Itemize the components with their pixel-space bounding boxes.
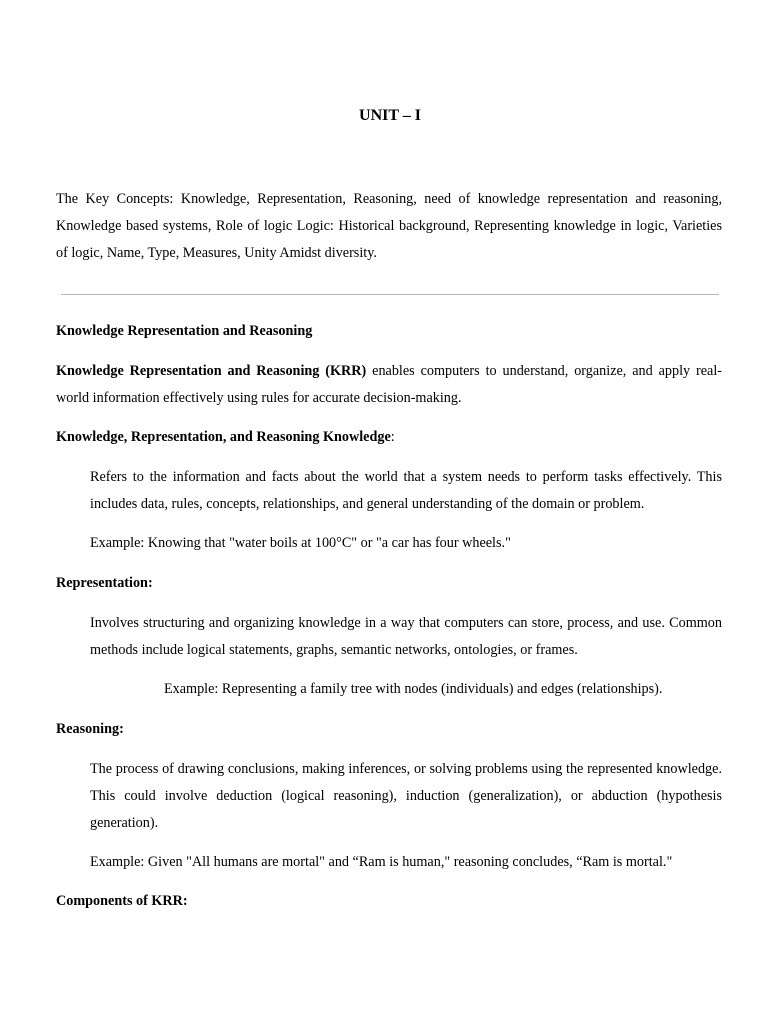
knowledge-body: Refers to the information and facts about the world that a system needs to perform tasks effectively. This includes data, rules, concepts, relationships, and general understanding of the domain or problem. — [90, 469, 722, 512]
representation-body: Involves structuring and organizing knowledge in a way that computers can store, process, and use. Common methods include logical statements, graphs, semantic networks, ontologies, or frames. — [90, 615, 722, 658]
reasoning-heading: Reasoning: — [56, 721, 124, 737]
krr-intro-text: enables computers to understand, organize, and apply real-world information effectively using rules for accurate decision-making. — [56, 363, 723, 406]
krr-intro-paragraph — [56, 358, 722, 412]
reasoning-example: Example: Given "All humans are mortal" and “Ram is human," reasoning concludes, “Ram is mortal." — [90, 854, 673, 870]
krr-intro-bold: Knowledge Representation and Reasoning (KRR) — [56, 363, 367, 379]
unit-title: UNIT – I — [359, 107, 421, 124]
components-heading: Components of KRR: — [56, 893, 188, 909]
section-heading-krr: Knowledge Representation and Reasoning — [56, 323, 313, 339]
horizontal-divider — [61, 294, 719, 295]
knowledge-heading — [56, 424, 722, 451]
knowledge-heading-colon: : — [390, 429, 395, 445]
representation-example: Example: Representing a family tree with nodes (individuals) and edges (relationships). — [164, 681, 663, 697]
knowledge-heading-bold: Knowledge, Representation, and Reasoning Knowledge — [56, 429, 391, 445]
knowledge-example: Example: Knowing that "water boils at 100°C" or "a car has four wheels." — [90, 535, 511, 551]
reasoning-body: The process of drawing conclusions, making inferences, or solving problems using the represented knowledge. This could involve deduction (logical reasoning), induction (generalization), or abduction (hypothesis generation). — [90, 761, 722, 831]
representation-heading: Representation: — [56, 575, 153, 591]
syllabus-paragraph: The Key Concepts: Knowledge, Representation, Reasoning, need of knowledge representation and reasoning, Knowledge based systems, Role of logic Logic: Historical background, Representing knowledge in logic, Varieties of logic, Name, Type, Measures, Unity Amidst diversity. — [56, 191, 722, 261]
